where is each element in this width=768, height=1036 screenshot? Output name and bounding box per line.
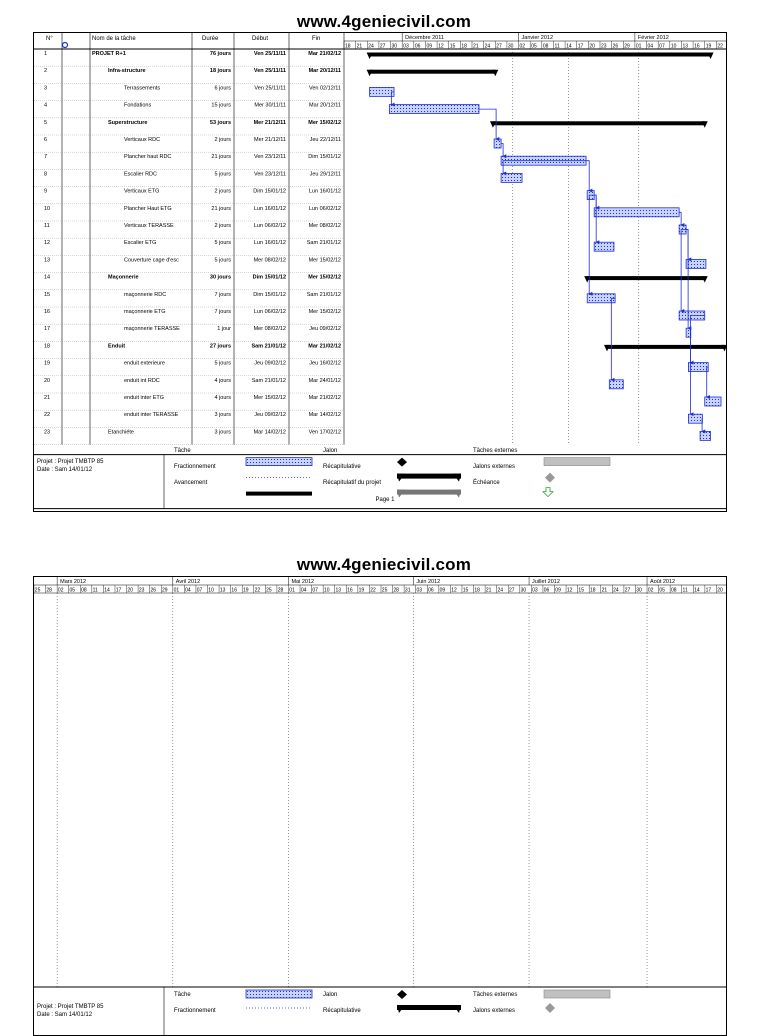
- legend-summary-swatch: [397, 474, 461, 479]
- day-label: 18: [461, 44, 467, 50]
- day-label: 08: [81, 588, 87, 594]
- task-end: Jeu 29/12/11: [310, 171, 341, 177]
- task-duration: 7 jours: [214, 309, 231, 315]
- day-label: 20: [589, 44, 595, 50]
- day-label: 09: [555, 588, 561, 594]
- site-url-header: www.4geniecivil.com: [0, 12, 768, 32]
- col-header-duration: Durée: [202, 36, 219, 42]
- day-label: 24: [485, 44, 491, 50]
- day-label: 11: [683, 588, 688, 594]
- day-label: 16: [231, 588, 237, 594]
- day-label: 13: [220, 588, 226, 594]
- task-start: Sam 21/01/12: [251, 343, 286, 349]
- task-start: Lun 16/01/12: [254, 206, 286, 212]
- day-label: 18: [474, 588, 480, 594]
- legend-deadline-label: Échéance: [473, 479, 500, 487]
- day-label: 09: [440, 588, 446, 594]
- task-end: Lun 06/02/12: [309, 206, 341, 212]
- task-duration: 15 jours: [211, 103, 231, 109]
- task-name: Superstructure: [108, 120, 147, 126]
- task-end: Mar 21/02/12: [309, 395, 341, 401]
- day-label: 14: [694, 588, 700, 594]
- task-duration: 18 jours: [210, 68, 231, 74]
- col-header-num: N°: [46, 36, 53, 42]
- day-label: 10: [671, 44, 677, 50]
- day-label: 01: [636, 44, 642, 50]
- task-start: Mer 15/02/12: [254, 395, 286, 401]
- month-label: Juin 2012: [416, 579, 440, 585]
- row-id: 14: [44, 275, 50, 281]
- task-start: Lun 16/01/12: [254, 240, 286, 246]
- task-name: Infra-structure: [108, 68, 146, 74]
- row-id: 19: [44, 361, 50, 367]
- task-duration: 5 jours: [214, 257, 231, 263]
- day-label: 12: [567, 588, 573, 594]
- dependency-link: [681, 230, 686, 312]
- task-end: Mar 20/12/11: [309, 68, 341, 74]
- row-id: 22: [44, 412, 50, 418]
- legend-jalon-label-2: Jalon: [323, 991, 337, 999]
- summary-bar: [370, 70, 496, 74]
- task-start: Mer 30/11/11: [254, 103, 286, 109]
- legend-external-milestone-swatch: [545, 473, 555, 483]
- task-start: Lun 06/02/12: [254, 309, 286, 315]
- day-label: 09: [426, 44, 432, 50]
- day-label: 12: [438, 44, 444, 50]
- row-id: 13: [44, 257, 50, 263]
- task-name: maçonnerie TERASSE: [124, 326, 180, 332]
- project-name-2: Projet : Projet TMBTP 85: [37, 1003, 103, 1011]
- legend-summary-swatch: [397, 1005, 461, 1010]
- day-label: 23: [139, 588, 145, 594]
- task-end: Lun 16/01/12: [309, 189, 341, 195]
- legend-task-swatch: [246, 458, 312, 466]
- day-label: 24: [613, 588, 619, 594]
- task-end: Jeu 22/12/11: [310, 137, 341, 143]
- day-label: 20: [127, 588, 133, 594]
- task-end: Mar 14/02/12: [309, 412, 341, 418]
- legend-recap-label-2: Récapitulative: [323, 1007, 361, 1015]
- task-name: Plancher Haut ETG: [124, 206, 172, 212]
- row-id: 6: [44, 137, 47, 143]
- task-bar: [688, 363, 708, 372]
- task-bar: [688, 414, 702, 423]
- day-label: 22: [255, 588, 261, 594]
- day-label: 02: [520, 44, 526, 50]
- task-name: maçonnerie ETG: [124, 309, 166, 315]
- day-label: 12: [451, 588, 457, 594]
- day-label: 19: [243, 588, 249, 594]
- day-label: 30: [521, 588, 527, 594]
- day-label: 01: [174, 588, 180, 594]
- day-label: 17: [706, 588, 712, 594]
- day-label: 13: [336, 588, 342, 594]
- task-end: Mar 20/12/11: [309, 103, 341, 109]
- task-start: Mer 08/02/12: [254, 257, 286, 263]
- day-label: 10: [208, 588, 214, 594]
- legend-project-summary-swatch: [397, 490, 461, 495]
- row-id: 4: [44, 103, 47, 109]
- task-start: Mer 08/02/12: [254, 326, 286, 332]
- task-end: Jeu 09/02/12: [309, 326, 341, 332]
- project-date: Date : Sam 14/01/12: [37, 466, 92, 474]
- deadline-arrow-icon: [543, 488, 553, 497]
- task-duration: 53 jours: [210, 120, 231, 126]
- row-id: 8: [44, 171, 47, 177]
- task-duration: 4 jours: [214, 395, 231, 401]
- col-header-end: Fin: [312, 36, 320, 42]
- task-name: Terrassements: [124, 85, 160, 91]
- day-label: 27: [625, 588, 631, 594]
- day-label: 14: [566, 44, 572, 50]
- task-end: Mer 15/02/12: [308, 120, 341, 126]
- legend-recap-label: Récapitulative: [323, 463, 361, 471]
- month-label: Janvier 2012: [522, 35, 554, 41]
- day-label: 05: [531, 44, 537, 50]
- day-label: 19: [359, 588, 365, 594]
- task-end: Ven 02/12/11: [309, 85, 341, 91]
- day-label: 24: [497, 588, 503, 594]
- summary-bar: [370, 53, 711, 57]
- task-name: maçonnerie RDC: [124, 292, 166, 298]
- gantt-page-2: [33, 576, 727, 1036]
- row-id: 23: [44, 429, 50, 435]
- task-duration: 30 jours: [210, 275, 231, 281]
- task-bar: [594, 242, 614, 251]
- legend-ext-tasks-label-2: Tâches externes: [473, 991, 517, 999]
- day-label: 04: [185, 588, 191, 594]
- day-label: 04: [301, 588, 307, 594]
- task-bar: [389, 105, 479, 114]
- day-label: 06: [428, 588, 434, 594]
- day-label: 30: [508, 44, 514, 50]
- day-label: 21: [602, 588, 608, 594]
- day-label: 10: [324, 588, 330, 594]
- row-id: 9: [44, 189, 47, 195]
- day-label: 24: [368, 44, 374, 50]
- gantt-page-1: [33, 32, 727, 512]
- row-id: 11: [44, 223, 50, 229]
- legend-tache-label-2: Tâche: [174, 991, 191, 999]
- day-label: 07: [659, 44, 665, 50]
- task-duration: 5 jours: [214, 171, 231, 177]
- day-label: 27: [509, 588, 515, 594]
- day-label: 08: [671, 588, 677, 594]
- task-bar: [370, 87, 394, 96]
- legend-fractionnement-label-2: Fractionnement: [174, 1007, 216, 1015]
- task-start: Ven 25/11/11: [254, 51, 286, 57]
- legend-progress-swatch: [246, 492, 312, 496]
- day-label: 11: [93, 588, 98, 594]
- task-end: Jeu 16/02/12: [309, 361, 341, 367]
- dependency-link: [611, 298, 615, 380]
- row-id: 3: [44, 85, 47, 91]
- day-label: 06: [544, 588, 550, 594]
- task-start: Ven 23/12/11: [254, 171, 286, 177]
- col-header-name: Nom de la tâche: [92, 36, 136, 42]
- legend-ext-milestones-label: Jalons externes: [473, 463, 515, 471]
- task-duration: 3 jours: [214, 412, 231, 418]
- month-label: Juillet 2012: [532, 579, 560, 585]
- legend-fractionnement-label: Fractionnement: [174, 463, 216, 471]
- task-name: Verticaux RDC: [124, 137, 160, 143]
- gantt-chart-2: [34, 577, 727, 1036]
- day-label: 20: [717, 588, 723, 594]
- task-name: enduit inter TERASSE: [124, 412, 179, 418]
- day-label: 02: [58, 588, 64, 594]
- task-name: Escalier ETG: [124, 240, 156, 246]
- task-name: enduit int RDC: [124, 378, 160, 384]
- task-start: Dim 15/01/12: [253, 275, 286, 281]
- task-end: Dim 15/01/12: [308, 154, 341, 160]
- task-name: enduit inter ETG: [124, 395, 164, 401]
- task-bar: [501, 173, 522, 182]
- task-name: Couverture cage d'esc: [124, 257, 179, 263]
- task-duration: 5 jours: [214, 240, 231, 246]
- day-label: 18: [345, 44, 351, 50]
- day-label: 30: [636, 588, 642, 594]
- task-duration: 21 jours: [211, 206, 231, 212]
- task-start: Jeu 09/02/12: [254, 361, 286, 367]
- day-label: 27: [380, 44, 386, 50]
- row-id: 10: [44, 206, 50, 212]
- task-duration: 2 jours: [214, 189, 231, 195]
- day-label: 17: [578, 44, 584, 50]
- day-label: 21: [357, 44, 363, 50]
- task-name: Escalier RDC: [124, 171, 157, 177]
- task-duration: 6 jours: [214, 85, 231, 91]
- task-start: Mer 21/12/11: [254, 120, 286, 126]
- task-start: Mar 14/02/12: [254, 429, 286, 435]
- task-bar: [700, 431, 710, 440]
- task-start: Jeu 09/02/12: [254, 412, 286, 418]
- legend-milestone-swatch: [397, 458, 407, 467]
- row-id: 12: [44, 240, 50, 246]
- task-duration: 1 jour: [217, 326, 231, 332]
- task-duration: 3 jours: [214, 429, 231, 435]
- row-id: 2: [44, 68, 47, 74]
- day-label: 05: [659, 588, 665, 594]
- day-label: 04: [648, 44, 654, 50]
- row-id: 16: [44, 309, 50, 315]
- row-id: 21: [44, 395, 50, 401]
- day-label: 07: [197, 588, 203, 594]
- task-start: Mer 21/12/11: [254, 137, 286, 143]
- task-name: Verticaux ETG: [124, 189, 159, 195]
- row-id: 7: [44, 154, 47, 160]
- legend-jalon-label: Jalon: [323, 447, 337, 455]
- day-label: 16: [694, 44, 700, 50]
- day-label: 28: [393, 588, 399, 594]
- task-end: Sam 21/01/12: [307, 240, 341, 246]
- legend-external-milestone-swatch: [545, 1003, 555, 1013]
- legend-tache-label: Tâche: [174, 447, 191, 455]
- task-start: Ven 23/12/11: [254, 154, 286, 160]
- legend-external-task-swatch: [544, 458, 610, 466]
- task-end: Ven 17/02/12: [309, 429, 341, 435]
- legend-milestone-swatch: [397, 990, 407, 999]
- day-label: 03: [417, 588, 423, 594]
- day-label: 15: [463, 588, 469, 594]
- day-label: 13: [682, 44, 688, 50]
- task-bar: [594, 208, 679, 217]
- month-label: Mai 2012: [291, 579, 314, 585]
- task-duration: 5 jours: [214, 361, 231, 367]
- task-bar: [705, 397, 721, 406]
- task-start: Lun 06/02/12: [254, 223, 286, 229]
- day-label: 11: [554, 44, 559, 50]
- day-label: 29: [162, 588, 168, 594]
- task-name: Verticaux TERASSE: [124, 223, 174, 229]
- month-label: Mars 2012: [60, 579, 86, 585]
- task-end: Sam 21/01/12: [307, 292, 341, 298]
- col-header-start: Début: [252, 36, 268, 42]
- dependency-link: [594, 195, 596, 242]
- task-end: Mar 24/01/12: [309, 378, 341, 384]
- task-bar: [686, 259, 706, 268]
- task-duration: 76 jours: [210, 51, 231, 57]
- month-label: Décembre 2011: [405, 35, 444, 41]
- task-name: Etanchiéte: [108, 429, 134, 435]
- day-label: 23: [601, 44, 607, 50]
- task-duration: 27 jours: [210, 343, 231, 349]
- task-bar: [609, 380, 623, 389]
- task-end: Mar 21/02/12: [308, 51, 341, 57]
- day-label: 15: [450, 44, 456, 50]
- task-end: Mer 15/02/12: [309, 309, 341, 315]
- dependency-link: [690, 316, 704, 363]
- legend-external-task-swatch: [544, 990, 610, 998]
- task-name: Maçonnerie: [108, 275, 139, 281]
- row-id: 15: [44, 292, 50, 298]
- day-label: 31: [405, 588, 411, 594]
- task-duration: 2 jours: [214, 137, 231, 143]
- day-label: 29: [624, 44, 630, 50]
- task-end: Mer 08/02/12: [309, 223, 341, 229]
- day-label: 25: [35, 588, 41, 594]
- task-name: PROJET R+1: [92, 51, 126, 57]
- day-label: 06: [415, 44, 421, 50]
- dependency-link: [586, 161, 589, 191]
- day-label: 27: [496, 44, 502, 50]
- day-label: 15: [578, 588, 584, 594]
- task-name: enduit exterieure: [124, 361, 165, 367]
- day-label: 22: [717, 44, 723, 50]
- day-label: 16: [347, 588, 353, 594]
- row-id: 1: [44, 51, 47, 57]
- month-label: Février 2012: [638, 35, 669, 41]
- info-icon: [63, 43, 68, 48]
- task-duration: 2 jours: [214, 223, 231, 229]
- task-start: Sam 21/01/12: [252, 378, 286, 384]
- legend-ext-tasks-label: Tâches externes: [473, 447, 517, 455]
- day-label: 08: [543, 44, 549, 50]
- day-label: 03: [403, 44, 409, 50]
- day-label: 03: [532, 588, 538, 594]
- month-label: Août 2012: [650, 579, 675, 585]
- day-label: 05: [70, 588, 76, 594]
- day-label: 26: [613, 44, 619, 50]
- task-start: Ven 25/11/11: [254, 85, 286, 91]
- task-name: Enduit: [108, 343, 125, 349]
- day-label: 21: [486, 588, 492, 594]
- month-label: Avril 2012: [176, 579, 200, 585]
- page-number: Page 1: [350, 497, 420, 503]
- summary-bar: [493, 121, 705, 125]
- day-label: 26: [150, 588, 156, 594]
- task-name: Fondations: [124, 103, 151, 109]
- task-end: Mer 15/02/12: [309, 257, 341, 263]
- task-end: Mar 21/02/12: [308, 343, 341, 349]
- day-label: 17: [116, 588, 122, 594]
- task-start: Dim 15/01/12: [253, 292, 286, 298]
- task-start: Ven 25/11/11: [254, 68, 286, 74]
- row-id: 20: [44, 378, 50, 384]
- task-end: Mer 15/02/12: [308, 275, 341, 281]
- row-id: 5: [44, 120, 47, 126]
- task-duration: 7 jours: [214, 292, 231, 298]
- day-label: 14: [104, 588, 110, 594]
- day-label: 02: [648, 588, 654, 594]
- summary-bar: [607, 345, 725, 349]
- day-label: 25: [266, 588, 272, 594]
- day-label: 18: [590, 588, 596, 594]
- day-label: 21: [473, 44, 479, 50]
- day-label: 25: [382, 588, 388, 594]
- day-label: 28: [278, 588, 284, 594]
- project-name: Projet : Projet TMBTP 85: [37, 458, 103, 466]
- summary-bar: [587, 276, 705, 280]
- day-label: 30: [392, 44, 398, 50]
- legend-ext-milestones-label-2: Jalons externes: [473, 1007, 515, 1015]
- task-bar: [494, 139, 501, 148]
- row-id: 17: [44, 326, 50, 332]
- legend-recap-projet-label: Récapitulatif du projet: [323, 479, 381, 487]
- day-label: 01: [289, 588, 295, 594]
- legend-avancement-label: Avancement: [174, 479, 207, 487]
- day-label: 22: [370, 588, 376, 594]
- task-name: Plancher haut RDC: [124, 154, 171, 160]
- legend-task-swatch: [246, 990, 312, 998]
- row-id: 18: [44, 343, 50, 349]
- task-duration: 4 jours: [214, 378, 231, 384]
- task-start: Dim 15/01/12: [253, 189, 286, 195]
- gantt-chart-1: [34, 33, 727, 512]
- day-label: 07: [312, 588, 318, 594]
- project-date-2: Date : Sam 14/01/12: [37, 1011, 92, 1019]
- day-label: 19: [706, 44, 712, 50]
- site-url-header-2: www.4geniecivil.com: [0, 555, 768, 575]
- day-label: 28: [46, 588, 52, 594]
- task-duration: 21 jours: [211, 154, 231, 160]
